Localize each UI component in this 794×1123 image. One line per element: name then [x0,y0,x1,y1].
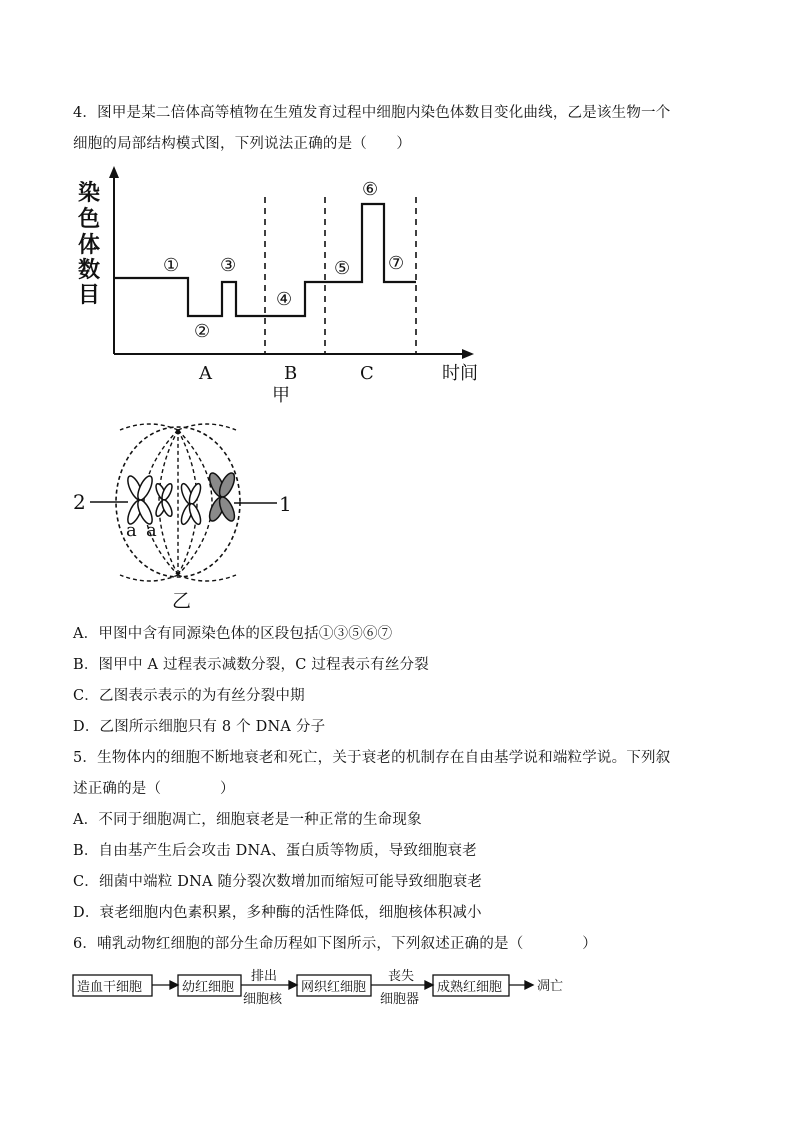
q5-option-b: B．自由基产生后会攻击 DNA、蛋白质等物质，导致细胞衰老 [73,843,477,859]
y-axis-char-3: 体 [78,233,101,258]
marker-7: ⑦ [388,253,405,274]
q5-option-c: C．细菌中端粒 DNA 随分裂次数增加而缩短可能导致细胞衰老 [73,874,483,890]
segment-label-b: B [284,363,298,384]
figure-yi-caption: 乙 [172,590,192,612]
y-axis-char-4: 数 [78,258,101,283]
segment-label-c: C [360,363,374,384]
arrow2-bottom-label: 细胞核 [243,992,283,1007]
q4-option-b: B．图甲中 A 过程表示减数分裂，C 过程表示有丝分裂 [73,657,429,673]
figure-jia-caption: 甲 [272,385,290,406]
q4-stem-line2: 细胞的局部结构模式图，下列说法正确的是（ ） [73,136,412,152]
label-2: 2 [73,490,86,514]
box-label-3: 网织红细胞 [301,980,367,995]
figure-yi [0,410,794,615]
q4-option-d: D．乙图所示细胞只有 8 个 DNA 分子 [73,719,326,735]
arrow3-top-label: 丧失 [388,969,415,984]
q4-stem-line1: 4．图甲是某二倍体高等植物在生殖发育过程中细胞内染色体数目变化曲线，乙是该生物一个 [73,105,671,121]
chromosome-2 [125,474,155,526]
box-label-1: 造血干细胞 [77,980,143,995]
q5-option-a: A．不同于细胞凋亡，细胞衰老是一种正常的生命现象 [73,812,422,828]
marker-5: ⑤ [334,258,351,279]
chromosome-3 [179,482,203,525]
arrow3-bottom-label: 细胞器 [380,992,420,1007]
label-1: 1 [279,492,292,516]
y-axis-char-1: 染 [78,181,101,206]
chromosome-small-1 [154,482,174,517]
x-axis-label: 时间 [442,363,478,384]
q5-stem-line1: 5．生物体内的细胞不断地衰老和死亡，关于衰老的机制存在自由基学说和端粒学说。下列叙 [73,750,671,766]
marker-4: ④ [276,289,293,310]
q6-flow-diagram [0,962,794,1012]
arrow2-top-label: 排出 [251,969,278,984]
marker-1: ① [163,255,180,276]
q6-stem: 6．哺乳动物红细胞的部分生命历程如下图所示，下列叙述正确的是（ ） [73,936,597,952]
marker-6: ⑥ [362,179,379,200]
box-label-2: 幼红细胞 [182,980,235,995]
q5-stem-line2: 述正确的是（ ） [73,781,235,797]
chromosome-1-shaded [207,471,238,523]
figure-jia [0,160,794,410]
allele-a-1: a [126,520,137,541]
marker-2: ② [194,321,211,342]
y-axis-char-2: 色 [78,207,101,232]
q5-option-d: D．衰老细胞内色素积累，多种酶的活性降低，细胞核体积减小 [73,905,482,921]
allele-a-2: a [146,520,157,541]
q4-option-c: C．乙图表示表示的为有丝分裂中期 [73,688,305,704]
y-axis-char-5: 目 [78,283,101,308]
end-label: 凋亡 [537,979,564,994]
marker-3: ③ [220,255,237,276]
box-label-4: 成熟红细胞 [437,980,503,995]
segment-label-a: A [199,363,212,384]
q4-option-a: A．甲图中含有同源染色体的区段包括①③⑤⑥⑦ [73,626,393,642]
